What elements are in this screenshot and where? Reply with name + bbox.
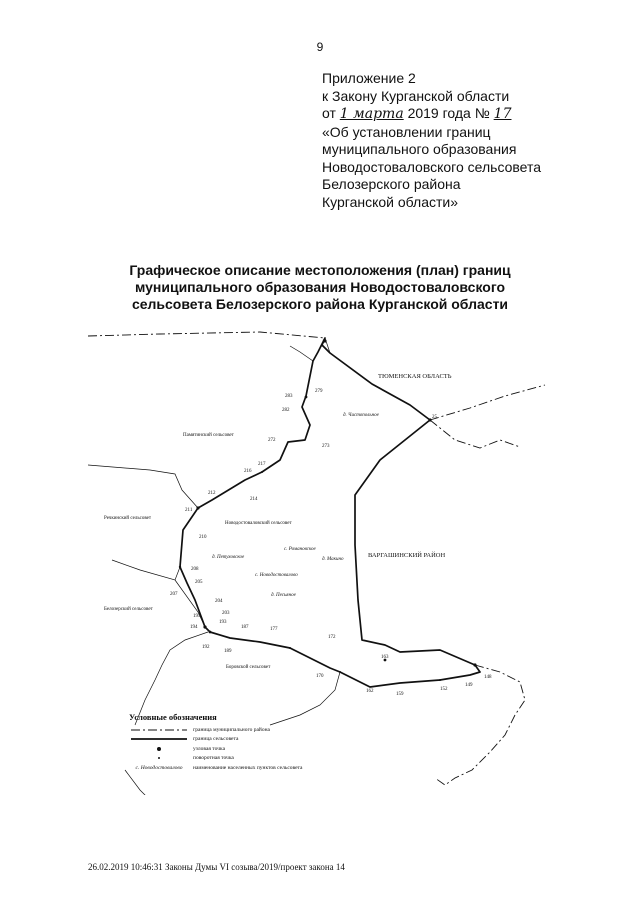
legend-settlement-sample-text: с. Новодостовалово [135, 764, 183, 771]
point-label: 273 [322, 444, 330, 449]
point-label: 214 [250, 497, 258, 502]
point-label: 194 [190, 625, 198, 630]
handwritten-date: 1 марта [339, 106, 404, 122]
point-label: 177 [270, 627, 278, 632]
point-label: 152 [440, 687, 448, 692]
point-label: 282 [282, 408, 290, 413]
handwritten-law-number: 17 [493, 106, 512, 122]
legend-row-district-boundary [125, 725, 385, 735]
point-label: 187 [241, 625, 249, 630]
appendix-line: «Об установлении границ [322, 123, 491, 140]
settlement-label-petukhovskoe: д. Петуховское [212, 555, 245, 560]
point-label: 216 [244, 469, 252, 474]
legend-row-settlement-names [125, 763, 385, 773]
appendix-line: Приложение 2 [322, 70, 416, 86]
region-label-vargashi: ВАРГАШИНСКИЙ РАЙОН [368, 552, 446, 559]
settlement-label-chistopolye: д. Чистопольное [343, 413, 379, 418]
appendix-date-line [322, 105, 622, 124]
appendix-line: Курганской области» [322, 193, 459, 210]
legend-label: узловая точка [193, 745, 226, 752]
point-label: 149 [465, 683, 473, 688]
legend-label: граница муниципального района [193, 726, 270, 733]
point-label: 193 [219, 620, 227, 625]
legend-row-node-point [125, 744, 385, 754]
bold-line-icon [125, 737, 193, 741]
title-line: сельсовета Белозерского района Курганской области [131, 296, 509, 312]
page-number: 9 [316, 40, 324, 54]
appendix-header [322, 70, 622, 211]
point-labels [170, 340, 492, 697]
settlement-label-novodostovalovo: с. Новодостовалово [255, 573, 298, 578]
title-line: муниципального образования Новодостоваловского [134, 279, 506, 295]
region-label-pamyatinsky: Памятинский сельсовет [183, 433, 234, 438]
point-markers [179, 339, 477, 681]
point-label: 211 [185, 508, 193, 513]
point-label: 170 [316, 674, 324, 679]
point-label: 159 [396, 692, 404, 697]
point-label: 212 [208, 491, 216, 496]
legend-label: поворотная точка [193, 755, 234, 762]
point-label: 25 [432, 415, 437, 420]
point-label: 172 [328, 635, 336, 640]
region-label-belozersky: Белозерский сельсовет [104, 607, 153, 612]
document-footer: 26.02.2019 10:46:31 Законы Думы VI созыва/2019/проект закона 14 [88, 862, 345, 872]
appendix-date-middle: 2019 года № [407, 105, 490, 121]
legend-row-turn-point [125, 754, 385, 764]
settlement-label-makino: д. Макино [322, 557, 344, 562]
dash-dot-line-icon [125, 728, 193, 732]
map-legend [125, 712, 385, 773]
appendix-line: к Закону Курганской области [322, 87, 510, 104]
appendix-line: Новодостоваловского сельсовета [322, 158, 542, 175]
point-label: 283 [285, 394, 293, 399]
point-label: 205 [195, 580, 203, 585]
point-label: 162 [366, 689, 374, 694]
point-label: 279 [315, 389, 323, 394]
region-label-tyumen: ТЮМЕНСКАЯ ОБЛАСТЬ [378, 373, 452, 380]
document-title [95, 262, 545, 313]
point-label: 195 [193, 614, 201, 619]
point-label: 163 [381, 655, 389, 660]
appendix-line: Белозерского района [322, 176, 461, 192]
legend-row-selsovet-boundary [125, 735, 385, 745]
region-label-borovskoy: Боровской сельсовет [226, 665, 271, 670]
node-dot-icon [125, 745, 193, 753]
legend-label: граница сельсовета [193, 736, 239, 743]
legend-title: Условные обозначения [129, 712, 217, 722]
point-label: 272 [268, 438, 276, 443]
point-label: 192 [202, 645, 210, 650]
point-label: 189 [224, 649, 232, 654]
legend-label: наименование населенных пунктов сельсовета [193, 764, 303, 771]
point-label: 1 [322, 340, 325, 345]
point-label: 208 [191, 567, 199, 572]
point-label: 148 [484, 675, 492, 680]
region-label-rechkinsky: Речкинский сельсовет [104, 516, 152, 521]
appendix-line: муниципального образования [322, 141, 517, 157]
settlement-label-romanovskoe: с. Романовское [284, 547, 316, 552]
settlement-label-pesyanoe: д. Песьяное [271, 593, 296, 598]
point-label: 203 [222, 611, 230, 616]
turn-dot-icon [125, 755, 193, 761]
region-label-novodostovalovsky: Новодостоваловский сельсовет [225, 521, 292, 526]
point-label: 204 [215, 599, 223, 604]
legend-settlement-sample [125, 765, 193, 771]
appendix-date-prefix: от [322, 105, 336, 121]
point-label: 207 [170, 592, 178, 597]
point-label: 217 [258, 462, 266, 467]
title-line: Графическое описание местоположения (план) границ [129, 262, 511, 278]
point-label: 210 [199, 535, 207, 540]
